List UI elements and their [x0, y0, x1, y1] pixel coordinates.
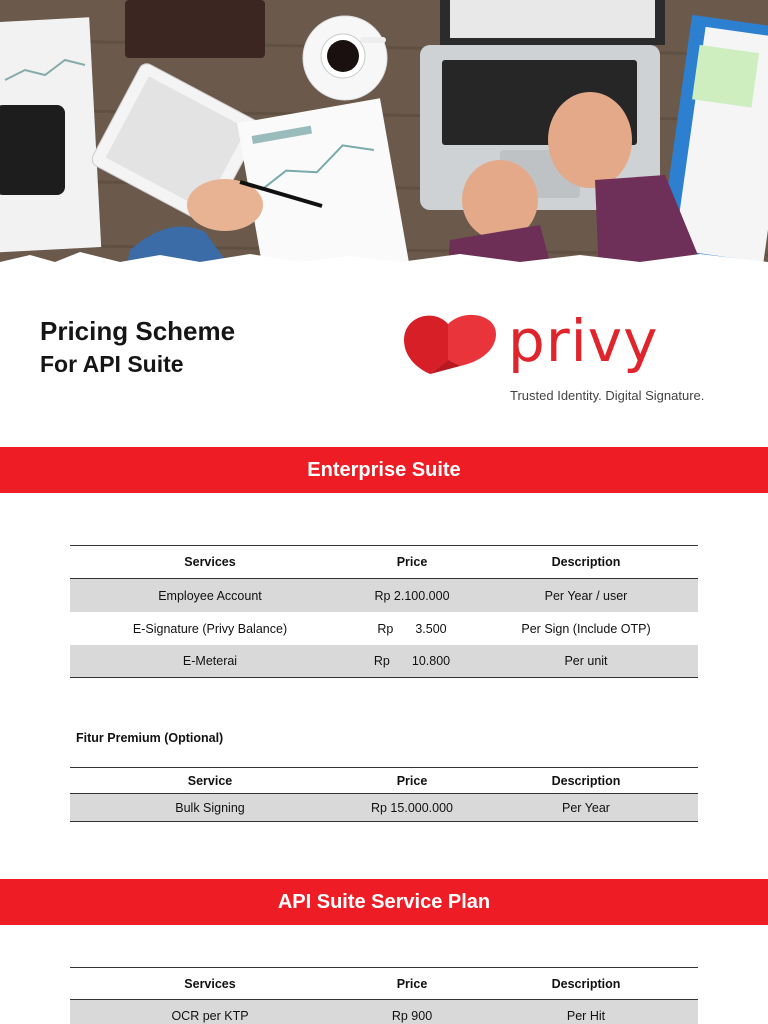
table-row: [70, 794, 698, 822]
api-suite-heading-bar: [0, 879, 768, 925]
table-row: [70, 1000, 698, 1024]
service-cell: Employee Account: [158, 588, 262, 603]
table-row: [70, 612, 698, 645]
api-pricing-table: [70, 967, 698, 1024]
hero-illustration: [0, 0, 768, 300]
title-line-1: Pricing Scheme: [40, 316, 236, 346]
column-header-description: Description: [551, 773, 621, 788]
description-cell: Per unit: [564, 654, 608, 668]
privy-tagline: Trusted Identity. Digital Signature.: [510, 388, 705, 403]
api-suite-heading: API Suite Service Plan: [277, 890, 491, 913]
table-row: [70, 579, 698, 612]
enterprise-pricing-table: [70, 545, 698, 678]
enterprise-suite-heading: Enterprise Suite: [307, 458, 461, 481]
description-cell: Per Year / user: [544, 588, 628, 603]
description-cell: Per Sign (Include OTP): [521, 621, 651, 636]
page-title: [40, 314, 235, 380]
price-amount: 3.500: [415, 621, 447, 636]
column-header-description: Description: [551, 555, 621, 569]
service-cell: E-Signature (Privy Balance): [132, 621, 288, 636]
column-header-price: Price: [396, 773, 428, 788]
privy-wordmark: privy: [508, 307, 659, 375]
price-cell: Rp 15.000.000: [370, 800, 453, 815]
premium-pricing-table: [70, 767, 698, 822]
column-header-service: Service: [187, 773, 233, 788]
price-currency: Rp: [377, 621, 394, 636]
price-cell: Rp 2.100.000: [374, 588, 450, 603]
title-line-2: For API Suite: [40, 351, 184, 377]
column-header-services: Services: [184, 555, 236, 569]
description-cell: Per Hit: [566, 1009, 606, 1023]
table-header-row: [70, 967, 698, 1000]
privy-logo-mark-icon: [400, 310, 500, 380]
privy-logo: [400, 306, 740, 406]
hero-photo: [0, 0, 768, 300]
premium-features-label: Fitur Premium (Optional): [76, 731, 224, 745]
column-header-price: Price: [396, 976, 428, 991]
table-header-row: [70, 767, 698, 794]
column-header-price: Price: [396, 555, 428, 569]
price-cell: [350, 654, 474, 668]
price-amount: 10.800: [411, 654, 451, 668]
service-cell: Bulk Signing: [175, 800, 245, 815]
price-cell: [350, 622, 474, 636]
price-cell: Rp 900: [391, 1009, 433, 1023]
column-header-description: Description: [551, 976, 621, 991]
description-cell: Per Year: [562, 800, 610, 815]
enterprise-suite-heading-bar: [0, 447, 768, 493]
table-header-row: [70, 545, 698, 579]
table-row: [70, 645, 698, 678]
service-cell: E-Meterai: [182, 654, 238, 668]
price-currency: Rp: [373, 654, 390, 668]
service-cell: OCR per KTP: [171, 1009, 249, 1023]
column-header-services: Services: [184, 976, 236, 991]
